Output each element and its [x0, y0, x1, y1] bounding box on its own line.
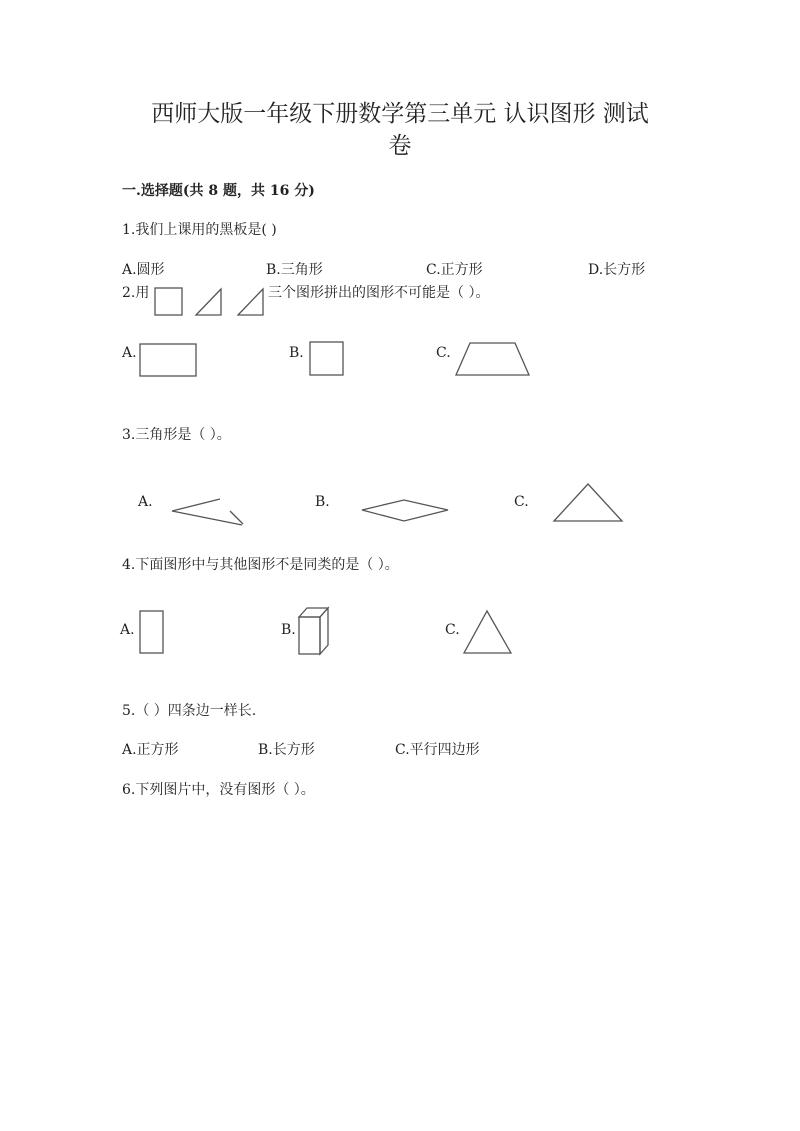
q3-option-b-rhombus-figure [361, 499, 451, 523]
section-heading: 一.选择题(共 8 题，共 16 分) [122, 183, 315, 199]
q4-option-b-cuboid-figure [297, 605, 331, 657]
q1-option-a: A.圆形 [122, 262, 165, 278]
q3-option-a: A. [138, 494, 153, 510]
q2-option-a-rectangle-figure [139, 343, 199, 379]
question-2-stem-suffix: 三个图形拼出的图形不可能是（ ）。 [268, 285, 490, 301]
question-3-stem: 3.三角形是（ ）。 [122, 427, 231, 443]
q1-option-d: D.长方形 [588, 262, 646, 278]
q2-stem-square-figure [154, 287, 184, 317]
question-1-stem: 1.我们上课用的黑板是( ) [122, 222, 277, 238]
q1-option-b: B.三角形 [266, 262, 323, 278]
q5-option-c: C.平行四边形 [395, 742, 480, 758]
page-title-line-1: 西师大版一年级下册数学第三单元 认识图形 测试 [151, 101, 649, 127]
q3-option-a-open-figure [170, 497, 250, 529]
q2-option-b-square-figure [309, 341, 345, 377]
q3-option-c-triangle-figure [552, 483, 624, 525]
q4-option-b: B. [281, 622, 296, 638]
question-5-stem: 5.（ ）四条边一样长. [122, 703, 257, 719]
q2-option-c-trapezoid-figure [455, 342, 533, 378]
page-title-line-2: 卷 [388, 133, 412, 159]
q1-option-c: C.正方形 [426, 262, 483, 278]
q2-option-c: C. [436, 345, 451, 361]
q2-option-a: A. [122, 345, 137, 361]
question-4-stem: 4.下面图形中与其他图形不是同类的是（ ）。 [122, 557, 399, 573]
q2-stem-triangle-figure-2 [237, 288, 267, 318]
question-2-stem-prefix: 2.用 [122, 285, 150, 301]
q3-option-c: C. [514, 494, 529, 510]
q3-option-b: B. [315, 494, 330, 510]
question-6-stem: 6.下列图片中，没有图形（ ）。 [122, 782, 315, 798]
q4-option-c: C. [445, 622, 460, 638]
q4-option-a-rectangle-figure [139, 610, 167, 656]
q5-option-b: B.长方形 [258, 742, 315, 758]
q5-option-a: A.正方形 [122, 742, 179, 758]
q2-stem-triangle-figure-1 [195, 288, 225, 318]
q4-option-c-triangle-figure [462, 609, 514, 657]
q2-option-b: B. [289, 345, 304, 361]
q4-option-a: A. [120, 622, 135, 638]
